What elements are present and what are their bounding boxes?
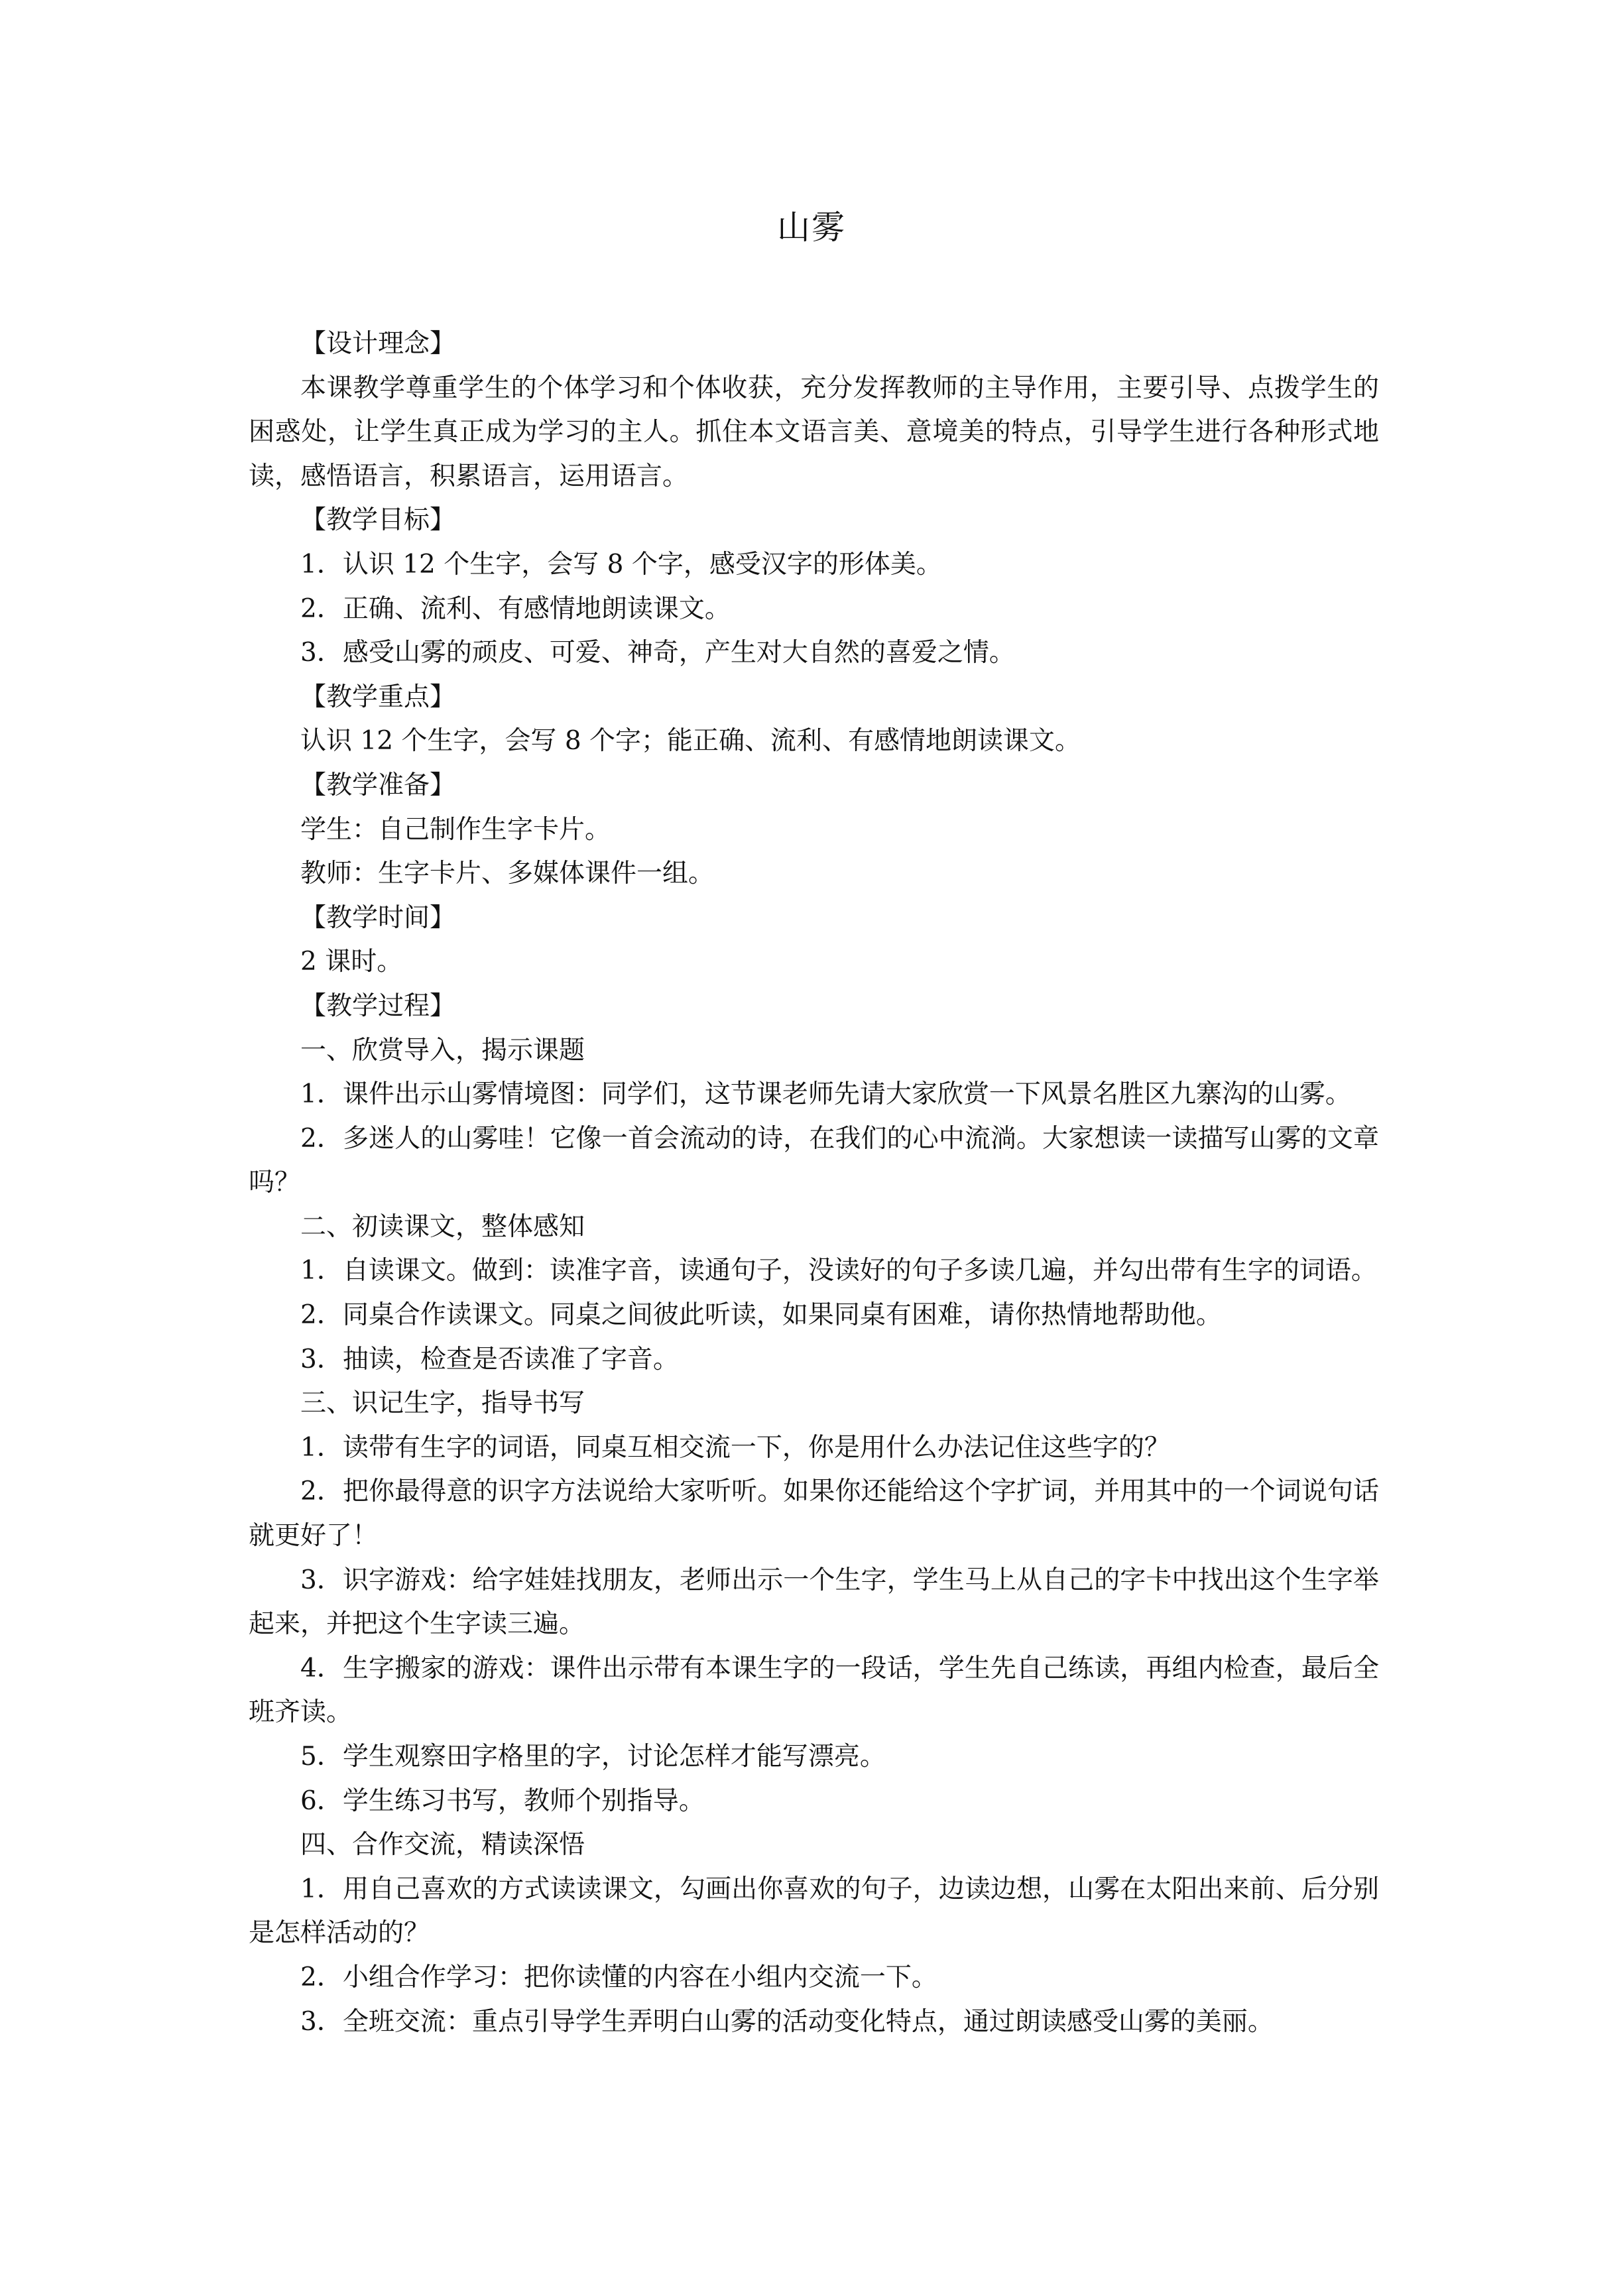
document-body	[249, 322, 1379, 2044]
goal-item: 2．正确、流利、有感情地朗读课文。	[300, 593, 731, 624]
heading-teaching-prep: 【教学准备】	[300, 770, 456, 800]
process-item: 5．学生观察田字格里的字，讨论怎样才能写漂亮。	[300, 1742, 886, 1772]
heading-teaching-time: 【教学时间】	[300, 902, 456, 933]
process-item: 1．自读课文。做到：读准字音，读通句子，没读好的句子多读几遍，并勾出带有生字的词语。	[300, 1256, 1377, 1286]
document-title: 山雾	[777, 208, 846, 247]
paragraph-teaching-time: 2 课时。	[300, 947, 403, 977]
process-item: 2．多迷人的山雾哇！它像一首会流动的诗，在我们的心中流淌。大家想读一读描写山雾的文章吗？	[249, 1123, 1379, 1198]
process-item: 3．全班交流：重点引导学生弄明白山雾的活动变化特点，通过朗读感受山雾的美丽。	[300, 2006, 1274, 2037]
section-heading: 三、识记生字，指导书写	[300, 1388, 585, 1419]
section-heading: 二、初读课文，整体感知	[300, 1211, 585, 1242]
prep-item: 教师：生字卡片、多媒体课件一组。	[300, 859, 715, 889]
goal-item: 3．感受山雾的顽皮、可爱、神奇，产生对大自然的喜爱之情。	[300, 638, 1015, 668]
heading-teaching-focus: 【教学重点】	[300, 682, 456, 712]
process-item: 6．学生练习书写，教师个别指导。	[300, 1785, 705, 1816]
goal-item: 1．认识 12 个生字，会写 8 个字，感受汉字的形体美。	[300, 549, 942, 579]
process-item: 1．读带有生字的词语，同桌互相交流一下，你是用什么办法记住这些字的？	[300, 1432, 1170, 1463]
process-item: 1．用自己喜欢的方式读读课文，勾画出你喜欢的句子，边读边想，山雾在太阳出来前、后分别是怎样活动的？	[249, 1874, 1379, 1949]
process-item: 1．课件出示山雾情境图：同学们，这节课老师先请大家欣赏一下风景名胜区九寨沟的山雾。	[300, 1079, 1351, 1110]
section-heading: 四、合作交流，精读深悟	[300, 1830, 585, 1860]
heading-design-concept: 【设计理念】	[300, 329, 456, 359]
prep-item: 学生：自己制作生字卡片。	[300, 814, 611, 845]
process-item: 2．同桌合作读课文。同桌之间彼此听读，如果同桌有困难，请你热情地帮助他。	[300, 1300, 1222, 1331]
paragraph-design-concept: 本课教学尊重学生的个体学习和个体收获，充分发挥教师的主导作用，主要引导、点拨学生的困惑处，让学生真正成为学习的主人。抓住本文语言美、意境美的特点，引导学生进行各种形式地读，感悟语言，积累语言，运用语言。	[249, 373, 1379, 491]
process-item: 2．把你最得意的识字方法说给大家听听。如果你还能给这个字扩词，并用其中的一个词说句话就更好了！	[249, 1477, 1379, 1551]
process-item: 3．识字游戏：给字娃娃找朋友，老师出示一个生字，学生马上从自己的字卡中找出这个生字举起来，并把这个生字读三遍。	[249, 1565, 1379, 1640]
process-item: 3．抽读，检查是否读准了字音。	[300, 1344, 679, 1374]
process-item: 4．生字搬家的游戏：课件出示带有本课生字的一段话，学生先自己练读，再组内检查，最后全班齐读。	[249, 1653, 1379, 1728]
section-heading: 一、欣赏导入，揭示课题	[300, 1035, 585, 1065]
process-item: 2．小组合作学习：把你读懂的内容在小组内交流一下。	[300, 1962, 937, 1992]
heading-teaching-goals: 【教学目标】	[300, 505, 456, 536]
paragraph-teaching-focus: 认识 12 个生字，会写 8 个字；能正确、流利、有感情地朗读课文。	[300, 726, 1081, 756]
heading-teaching-process: 【教学过程】	[300, 991, 456, 1021]
